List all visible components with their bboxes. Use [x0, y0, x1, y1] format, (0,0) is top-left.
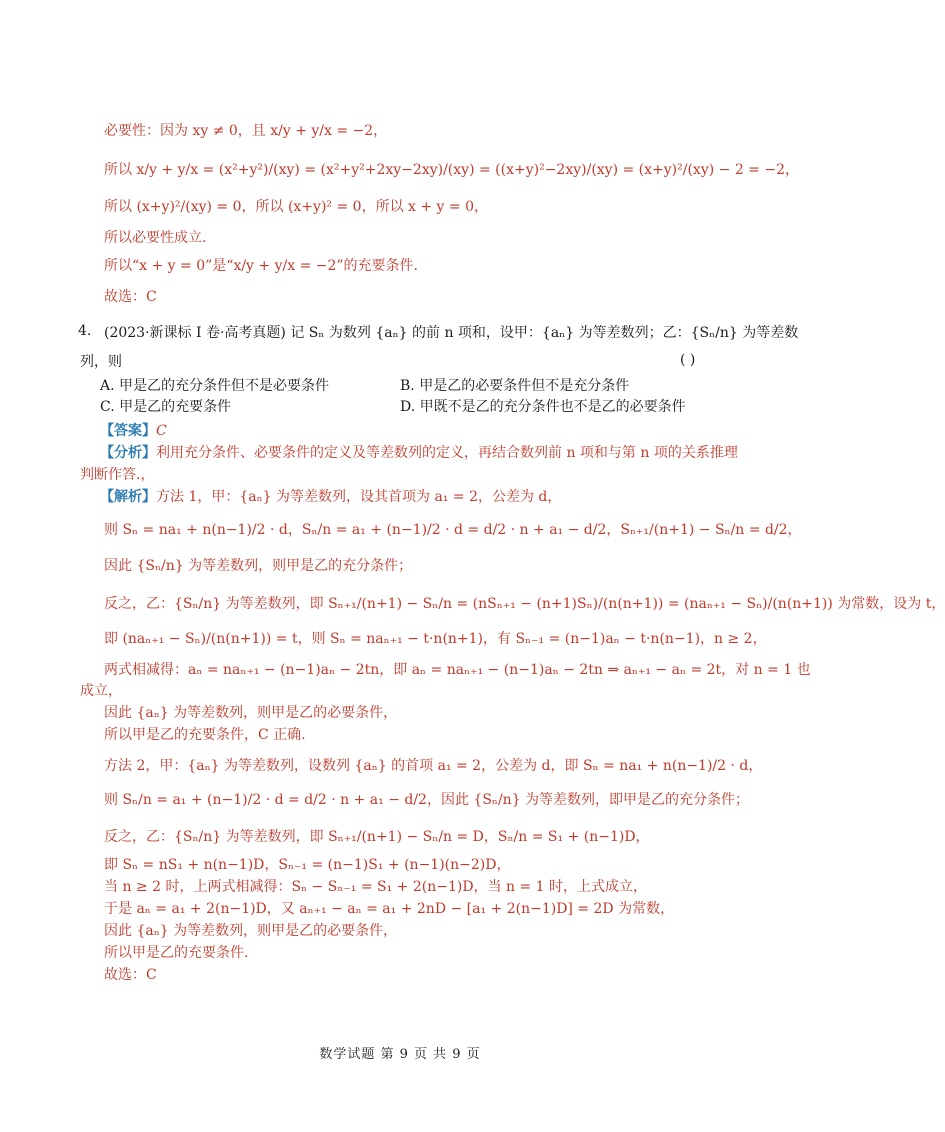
question-number: 4. [78, 323, 92, 339]
analysis-line-2: 判断作答.， [80, 467, 155, 483]
solution-line-10: 方法 2，甲：{aₙ} 为等差数列，设数列 {aₙ} 的首项 a₁ = 2，公差为 d，即 Sₙ = na₁ + n(n−1)/2 · d， [104, 758, 763, 774]
option-c: C. 甲是乙的充要条件 [100, 399, 232, 415]
prev-line-6: 故选：C [104, 289, 157, 305]
analysis-tag: 【分析】 [100, 445, 156, 461]
answer-tag: 【答案】 [100, 423, 156, 439]
solution-line-5: 即 (naₙ₊₁ − Sₙ)/(n(n+1)) = t，则 Sₙ = naₙ₊₁ − t·n(n+1)，有 Sₙ₋₁ = (n−1)aₙ − t·n(n−1)，n ≥ 2， [104, 631, 767, 647]
solution-line-11: 则 Sₙ/n = a₁ + (n−1)/2 · d = d/2 · n + a₁ − d/2，因此 {Sₙ/n} 为等差数列，即甲是乙的充分条件； [104, 792, 750, 808]
prev-line-1: 必要性：因为 xy ≠ 0，且 x/y + y/x = −2， [104, 123, 388, 139]
solution-line-12: 反之，乙：{Sₙ/n} 为等差数列，即 Sₙ₊₁/(n+1) − Sₙ/n = D，Sₙ/n = S₁ + (n−1)D， [104, 829, 650, 845]
solution-line-4: 反之，乙：{Sₙ/n} 为等差数列，即 Sₙ₊₁/(n+1) − Sₙ/n = (nSₙ₊₁ − (n+1)Sₙ)/(n(n+1)) = (naₙ₊₁ − Sₙ)/(n(n+1)) 为常数，设为 t， [104, 596, 945, 612]
solution-line-16: 因此 {aₙ} 为等差数列，则甲是乙的必要条件， [104, 923, 398, 939]
analysis-line-1 [100, 443, 738, 463]
solution-line-1 [100, 487, 561, 507]
answer-value: C [156, 423, 167, 439]
solution-line-13: 即 Sₙ = nS₁ + n(n−1)D，Sₙ₋₁ = (n−1)S₁ + (n−1)(n−2)D， [104, 857, 511, 873]
option-a: A. 甲是乙的充分条件但不是必要条件 [100, 378, 330, 394]
solution-line-6: 两式相减得：aₙ = naₙ₊₁ − (n−1)aₙ − 2tn，即 aₙ = naₙ₊₁ − (n−1)aₙ − 2tn ⇒ aₙ₊₁ − aₙ = 2t，对 n = 1 也 [104, 662, 811, 678]
page-footer: 数学试题 第 9 页 共 9 页 [319, 1047, 481, 1062]
answer-line [100, 421, 167, 441]
solution-tag: 【解析】 [100, 489, 156, 505]
prev-line-4: 所以必要性成立. [104, 230, 207, 246]
prev-line-2: 所以 x/y + y/x = (x²+y²)/(xy) = (x²+y²+2xy−2xy)/(xy) = ((x+y)²−2xy)/(xy) = (x+y)²/(xy) − 2 = −2， [104, 162, 799, 178]
question-stem-2: 列，则 [80, 354, 122, 370]
option-d: D. 甲既不是乙的充分条件也不是乙的必要条件 [400, 399, 686, 415]
prev-line-5: 所以“x + y = 0”是“x/y + y/x = −2”的充要条件. [104, 258, 418, 274]
analysis-text-1: 利用充分条件、必要条件的定义及等差数列的定义，再结合数列前 n 项和与第 n 项的关系推理 [156, 445, 738, 461]
prev-line-3: 所以 (x+y)²/(xy) = 0，所以 (x+y)² = 0，所以 x + y = 0， [104, 199, 488, 215]
solution-line-18: 故选：C [104, 967, 157, 983]
solution-line-15: 于是 aₙ = a₁ + 2(n−1)D，又 aₙ₊₁ − aₙ = a₁ + 2nD − [a₁ + 2(n−1)D] = 2D 为常数， [104, 901, 675, 917]
solution-line-9: 所以甲是乙的充要条件，C 正确. [104, 727, 306, 743]
solution-line-14: 当 n ≥ 2 时，上两式相减得：Sₙ − Sₙ₋₁ = S₁ + 2(n−1)D，当 n = 1 时，上式成立， [104, 879, 648, 895]
answer-blank: ( ) [680, 352, 696, 368]
solution-line-17: 所以甲是乙的充要条件. [104, 945, 249, 961]
solution-line-3: 因此 {Sₙ/n} 为等差数列，则甲是乙的充分条件； [104, 558, 413, 574]
solution-line-8: 因此 {aₙ} 为等差数列，则甲是乙的必要条件， [104, 705, 398, 721]
option-b: B. 甲是乙的必要条件但不是充分条件 [400, 378, 630, 394]
question-stem-1: (2023·新课标 Ⅰ 卷·高考真题) 记 Sₙ 为数列 {aₙ} 的前 n 项和，设甲：{aₙ} 为等差数列；乙：{Sₙ/n} 为等差数 [104, 325, 799, 341]
solution-line-2: 则 Sₙ = na₁ + n(n−1)/2 · d，Sₙ/n = a₁ + (n−1)/2 · d = d/2 · n + a₁ − d/2，Sₙ₊₁/(n+1) − Sₙ/n = d/2， [104, 522, 802, 538]
solution-text-1: 方法 1，甲：{aₙ} 为等差数列，设其首项为 a₁ = 2，公差为 d， [156, 489, 562, 505]
solution-line-7: 成立， [80, 683, 122, 699]
